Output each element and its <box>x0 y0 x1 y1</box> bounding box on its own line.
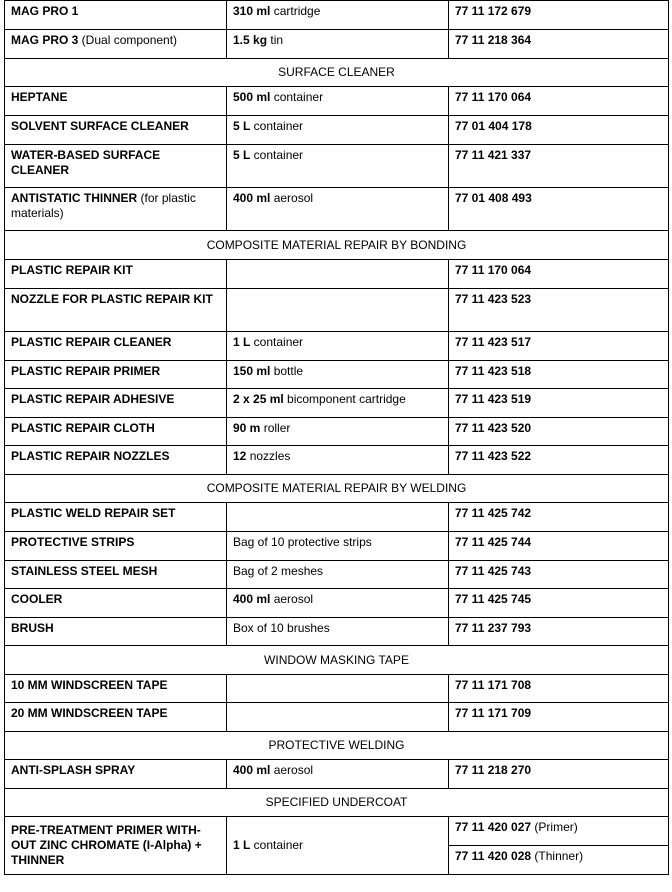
products-table <box>4 0 669 875</box>
section-title: WINDOW MASKING TAPE <box>5 646 669 675</box>
part-number: 77 11 237 793 <box>455 621 532 635</box>
part-number-note: (Primer) <box>531 820 578 834</box>
packaging-quantity: 5 L <box>233 148 251 162</box>
packaging-quantity: 1 L <box>233 838 251 852</box>
packaging-description: bicomponent cartridge <box>283 392 406 406</box>
packaging-description: Box of 10 brushes <box>233 621 330 635</box>
section-row <box>5 475 669 503</box>
packaging-description: aerosol <box>270 592 314 606</box>
packaging-quantity: 90 m <box>233 421 261 435</box>
part-number-cell <box>449 116 669 145</box>
packaging-description: container <box>250 148 304 162</box>
product-name: PLASTIC REPAIR NOZZLES <box>11 449 170 463</box>
product-name-cell <box>5 87 227 116</box>
table-row <box>5 361 669 389</box>
section-title: PROTECTIVE WELDING <box>5 732 669 760</box>
product-name-cell <box>5 618 227 646</box>
table-row <box>5 289 669 332</box>
packaging-quantity: 1 L <box>233 335 251 349</box>
part-number: 77 11 421 337 <box>455 148 532 162</box>
packaging-cell <box>227 817 449 875</box>
packaging-cell <box>227 418 449 446</box>
part-number: 77 11 170 064 <box>455 263 532 277</box>
packaging-description: Bag of 2 meshes <box>233 564 324 578</box>
product-name-cell <box>5 532 227 561</box>
product-name-cell <box>5 260 227 289</box>
part-number-cell <box>449 260 669 289</box>
product-name-cell <box>5 30 227 59</box>
packaging-quantity: 500 ml <box>233 90 271 104</box>
product-name-note: (Dual component) <box>78 33 178 47</box>
product-name: 20 MM WINDSCREEN TAPE <box>11 706 168 720</box>
product-name: NOZZLE FOR PLASTIC REPAIR KIT <box>11 292 213 306</box>
packaging-cell <box>227 260 449 289</box>
product-name: 10 MM WINDSCREEN TAPE <box>11 678 168 692</box>
part-number-cell <box>449 389 669 418</box>
table-row <box>5 87 669 116</box>
section-title: COMPOSITE MATERIAL REPAIR BY BONDING <box>5 231 669 260</box>
table-row <box>5 145 669 188</box>
part-number-note: (Thinner) <box>531 849 584 863</box>
part-number-cell <box>449 332 669 361</box>
table-row <box>5 188 669 231</box>
packaging-cell <box>227 1 449 30</box>
packaging-cell <box>227 532 449 561</box>
section-row <box>5 789 669 817</box>
packaging-cell <box>227 30 449 59</box>
part-number: 77 11 172 679 <box>455 4 532 18</box>
product-name: MAG PRO 1 <box>11 4 79 18</box>
packaging-cell <box>227 361 449 389</box>
table-row <box>5 561 669 589</box>
product-name: COOLER <box>11 592 63 606</box>
table-row <box>5 260 669 289</box>
part-number-cell <box>449 618 669 646</box>
product-name-cell <box>5 446 227 475</box>
section-row <box>5 646 669 675</box>
packaging-description: container <box>250 335 304 349</box>
part-number-cell <box>449 145 669 188</box>
section-row <box>5 732 669 760</box>
packaging-cell <box>227 116 449 145</box>
product-name: PLASTIC REPAIR KIT <box>11 263 133 277</box>
packaging-cell <box>227 503 449 532</box>
table-row <box>5 332 669 361</box>
product-name-cell <box>5 817 227 875</box>
part-number: 77 11 171 708 <box>455 678 532 692</box>
packaging-quantity: 400 ml <box>233 191 271 205</box>
section-title: COMPOSITE MATERIAL REPAIR BY WELDING <box>5 475 669 503</box>
packaging-description: Bag of 10 protective strips <box>233 535 372 549</box>
part-number-cell <box>449 817 669 875</box>
part-number: 77 11 423 517 <box>455 335 532 349</box>
table-row <box>5 30 669 59</box>
product-name-note: (for plastic materials) <box>11 191 196 220</box>
part-number-cell <box>449 418 669 446</box>
part-number-cell <box>449 1 669 30</box>
table-row <box>5 589 669 618</box>
product-name-cell <box>5 1 227 30</box>
product-name: SOLVENT SURFACE CLEANER <box>11 119 189 133</box>
product-name-cell <box>5 116 227 145</box>
packaging-description: container <box>250 119 304 133</box>
product-name: BRUSH <box>11 621 54 635</box>
packaging-description: container <box>250 838 304 852</box>
part-number-cell <box>449 446 669 475</box>
packaging-quantity: 150 ml <box>233 364 271 378</box>
part-number-cell <box>449 503 669 532</box>
table-row <box>5 446 669 475</box>
table-row <box>5 389 669 418</box>
table-row <box>5 503 669 532</box>
product-name: PLASTIC WELD REPAIR SET <box>11 506 176 520</box>
section-row <box>5 59 669 87</box>
product-name-cell <box>5 589 227 618</box>
part-number: 77 11 425 742 <box>455 506 532 520</box>
table-row <box>5 760 669 789</box>
part-number: 77 11 171 709 <box>455 706 532 720</box>
product-name-cell <box>5 503 227 532</box>
product-name: STAINLESS STEEL MESH <box>11 564 158 578</box>
table-row <box>5 817 669 875</box>
packaging-cell <box>227 332 449 361</box>
part-number-cell <box>449 532 669 561</box>
part-number-cell <box>449 589 669 618</box>
packaging-cell <box>227 675 449 703</box>
part-number: 77 11 425 743 <box>455 564 532 578</box>
table-row <box>5 703 669 732</box>
product-name-cell <box>5 332 227 361</box>
part-number-cell <box>449 760 669 789</box>
packaging-quantity: 400 ml <box>233 763 271 777</box>
packaging-cell <box>227 188 449 231</box>
packaging-quantity: 12 <box>233 449 247 463</box>
part-number-cell <box>449 361 669 389</box>
packaging-quantity: 310 ml <box>233 4 271 18</box>
packaging-quantity: 2 x 25 ml <box>233 392 284 406</box>
packaging-description: container <box>270 90 324 104</box>
packaging-cell <box>227 446 449 475</box>
part-number: 77 01 404 178 <box>455 119 532 133</box>
section-title: SPECIFIED UNDERCOAT <box>5 789 669 817</box>
product-name-cell <box>5 418 227 446</box>
part-number: 77 11 423 522 <box>455 449 532 463</box>
section-title: SURFACE CLEANER <box>5 59 669 87</box>
part-number-line <box>449 817 668 845</box>
part-number: 77 11 420 027 <box>455 820 532 834</box>
product-name: PLASTIC REPAIR CLEANER <box>11 335 172 349</box>
table-row <box>5 618 669 646</box>
product-name-cell <box>5 675 227 703</box>
product-name: HEPTANE <box>11 90 68 104</box>
product-name-cell <box>5 760 227 789</box>
product-name: PLASTIC REPAIR PRIMER <box>11 364 161 378</box>
packaging-cell <box>227 289 449 332</box>
part-number-cell <box>449 703 669 732</box>
packaging-quantity: 400 ml <box>233 592 271 606</box>
product-name: ANTI-SPLASH SPRAY <box>11 763 136 777</box>
part-number-cell <box>449 675 669 703</box>
part-number: 77 11 423 519 <box>455 392 532 406</box>
product-name-cell <box>5 289 227 332</box>
packaging-description: aerosol <box>270 191 314 205</box>
packaging-cell <box>227 145 449 188</box>
packaging-description: aerosol <box>270 763 314 777</box>
packaging-quantity: 1.5 kg <box>233 33 268 47</box>
part-number: 77 11 425 745 <box>455 592 532 606</box>
part-number-cell <box>449 188 669 231</box>
part-number: 77 11 170 064 <box>455 90 532 104</box>
product-name-cell <box>5 703 227 732</box>
packaging-cell <box>227 703 449 732</box>
packaging-cell <box>227 561 449 589</box>
part-number: 77 11 420 028 <box>455 849 532 863</box>
part-number: 77 11 425 744 <box>455 535 532 549</box>
product-name-cell <box>5 188 227 231</box>
packaging-description: cartridge <box>270 4 321 18</box>
product-name: MAG PRO 3 <box>11 33 79 47</box>
product-name-cell <box>5 361 227 389</box>
packaging-cell <box>227 618 449 646</box>
part-number: 77 01 408 493 <box>455 191 532 205</box>
part-number: 77 11 218 364 <box>455 33 532 47</box>
packaging-cell <box>227 589 449 618</box>
table-row <box>5 675 669 703</box>
product-name: PRE-TREATMENT PRIMER WITH-OUT ZINC CHROMATE (I-Alpha) + THINNER <box>11 823 202 867</box>
table-row <box>5 418 669 446</box>
part-number-cell <box>449 30 669 59</box>
product-name-cell <box>5 561 227 589</box>
packaging-description: bottle <box>270 364 304 378</box>
part-number: 77 11 423 518 <box>455 364 532 378</box>
products-table-body <box>5 1 669 875</box>
part-number: 77 11 423 520 <box>455 421 532 435</box>
part-number: 77 11 423 523 <box>455 292 532 306</box>
product-name: WATER-BASED SURFACE CLEANER <box>11 148 161 177</box>
packaging-description: nozzles <box>246 449 291 463</box>
section-row <box>5 231 669 260</box>
part-number-cell <box>449 87 669 116</box>
product-name: ANTISTATIC THINNER <box>11 191 138 205</box>
packaging-cell <box>227 389 449 418</box>
packaging-description: roller <box>260 421 291 435</box>
part-number: 77 11 218 270 <box>455 763 532 777</box>
table-row <box>5 532 669 561</box>
packaging-description: tin <box>267 33 284 47</box>
product-name: PLASTIC REPAIR ADHESIVE <box>11 392 175 406</box>
table-row <box>5 116 669 145</box>
packaging-quantity: 5 L <box>233 119 251 133</box>
table-row <box>5 1 669 30</box>
packaging-cell <box>227 87 449 116</box>
product-name: PROTECTIVE STRIPS <box>11 535 135 549</box>
part-number-cell <box>449 289 669 332</box>
product-name-cell <box>5 389 227 418</box>
product-name: PLASTIC REPAIR CLOTH <box>11 421 155 435</box>
part-number-cell <box>449 561 669 589</box>
part-number-line <box>449 845 668 873</box>
packaging-cell <box>227 760 449 789</box>
product-name-cell <box>5 145 227 188</box>
